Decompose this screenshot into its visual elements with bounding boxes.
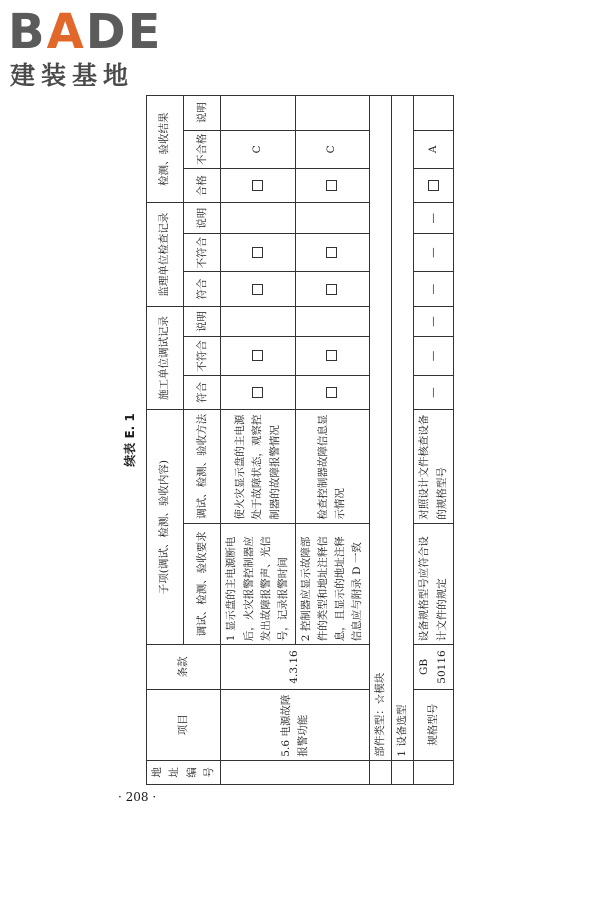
checkbox xyxy=(326,350,337,361)
header-requirement: 调试、检测、验收要求 xyxy=(184,523,221,645)
header-fail-1: 不符合 xyxy=(184,337,221,375)
header-method: 调试、检测、验收方法 xyxy=(184,410,221,523)
header-address: 地址编号 xyxy=(147,760,221,784)
section-select: 1 设备选型 xyxy=(392,96,414,761)
method-cell: 使火灾显示盘的主电源处于故障状态，观察控制器的故障报警情况 xyxy=(221,410,295,523)
header-note-1: 说明 xyxy=(184,306,221,336)
table-row xyxy=(221,96,295,785)
checkbox xyxy=(326,247,337,258)
method-cell: 对照设计文件核查设备的规格型号 xyxy=(414,410,454,523)
requirement-cell: 设备规格型号应符合设计文件的规定 xyxy=(414,523,454,645)
checkbox xyxy=(252,284,263,295)
watermark-logo xyxy=(8,4,188,96)
clause-cell: GB 50116 xyxy=(414,645,454,690)
logo-subtitle: 建装基地 xyxy=(10,61,135,90)
checkbox xyxy=(326,180,337,191)
header-note-2: 说明 xyxy=(184,203,221,233)
item-cell: 5.6 电源故障报警功能 xyxy=(221,689,370,760)
header-supervision: 监理单位检查记录 xyxy=(147,203,184,306)
clause-cell: 4.3.16 xyxy=(221,645,370,690)
item-cell: 规格型号 xyxy=(414,689,454,760)
header-pass-1: 符合 xyxy=(184,375,221,409)
page-number: · 208 · xyxy=(118,790,157,804)
logo-wordmark: BADE xyxy=(8,4,163,60)
table-row: 规格型号 GB 50116 设备规格型号应符合设计文件的规定 对照设计文件核查设备的规格型号 — — — — — — A xyxy=(414,96,454,785)
requirement-cell: 2 控制器应显示故障部件的类型和地址注释信息，且显示的地址注释信息应与附录 D 一致 xyxy=(295,523,369,645)
result-mark: C xyxy=(295,130,369,168)
checkbox xyxy=(326,387,337,398)
result-mark: C xyxy=(221,130,295,168)
checkbox xyxy=(252,180,263,191)
header-note-3: 说明 xyxy=(184,96,221,131)
method-cell: 检查控制器故障信息显示情况 xyxy=(295,410,369,523)
table-caption: 续表 E. 1 xyxy=(123,413,137,467)
inspection-table xyxy=(146,95,454,785)
checkbox xyxy=(252,247,263,258)
section-type: 部件类型：☆模块 xyxy=(369,96,391,761)
header-pass-2: 符合 xyxy=(184,272,221,306)
result-mark: A xyxy=(414,130,454,168)
header-ok: 合格 xyxy=(184,169,221,203)
checkbox xyxy=(252,387,263,398)
requirement-cell: 1 显示盘的主电源断电后，火灾报警控制器应发出故障报警声、光信号，记录报警时间 xyxy=(221,523,295,645)
header-fail-2: 不符合 xyxy=(184,233,221,271)
section-row xyxy=(369,96,391,785)
section-row xyxy=(392,96,414,785)
header-item: 项目 xyxy=(147,689,221,760)
header-construction: 施工单位调试记录 xyxy=(147,306,184,409)
checkbox xyxy=(428,180,439,191)
rotated-page xyxy=(118,95,516,785)
header-notok: 不合格 xyxy=(184,130,221,168)
header-result: 检测、验收结果 xyxy=(147,96,184,204)
header-clause: 条款 xyxy=(147,645,221,690)
checkbox xyxy=(252,350,263,361)
checkbox xyxy=(326,284,337,295)
header-sub-item: 子项(调试、检测、验收内容) xyxy=(147,410,184,645)
